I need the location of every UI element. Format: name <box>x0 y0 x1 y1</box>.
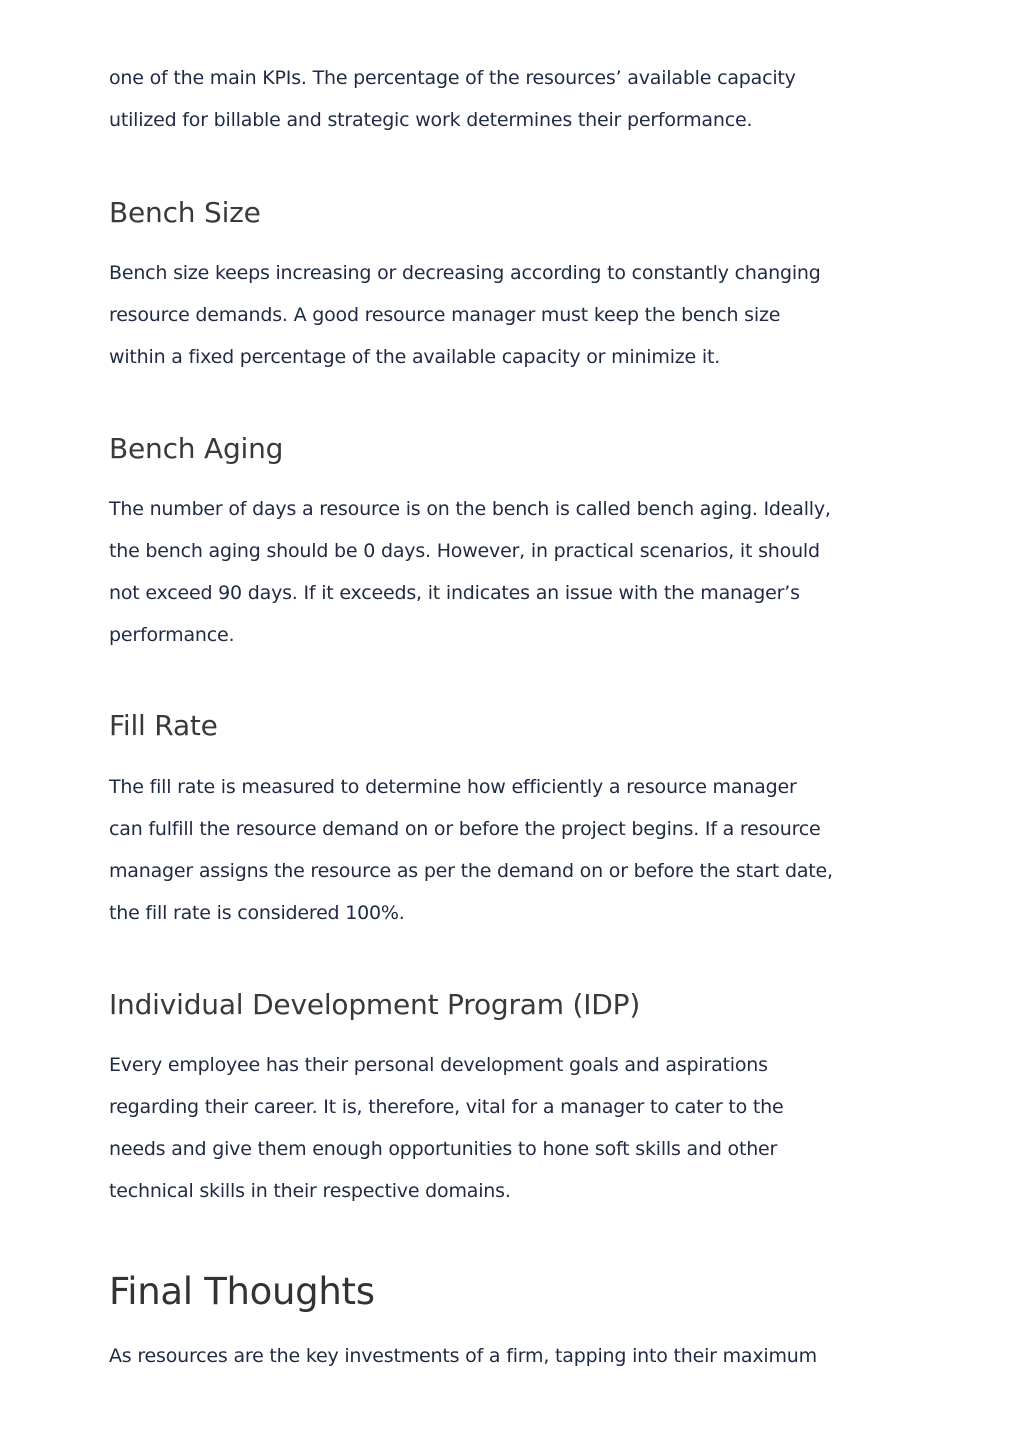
paragraph-line: needs and give them enough opportunities to hone soft skills and other <box>109 1138 778 1160</box>
section-heading-final-thoughts: Final Thoughts <box>109 1270 375 1313</box>
paragraph-final-thoughts <box>109 1335 817 1377</box>
paragraph-fill-rate <box>109 766 833 934</box>
paragraph-line: technical skills in their respective domains. <box>109 1180 511 1202</box>
paragraph-line: Bench size keeps increasing or decreasing according to constantly changing <box>109 262 821 284</box>
section-heading-bench-aging: Bench Aging <box>109 432 284 465</box>
section-heading-idp: Individual Development Program (IDP) <box>109 988 641 1021</box>
paragraph-line: the fill rate is considered 100%. <box>109 902 405 924</box>
paragraph-bench-size <box>109 252 821 378</box>
section-heading-fill-rate: Fill Rate <box>109 709 218 742</box>
paragraph-line: resource demands. A good resource manager must keep the bench size <box>109 304 781 326</box>
paragraph-line: As resources are the key investments of a firm, tapping into their maximum <box>109 1345 817 1367</box>
paragraph-line: within a fixed percentage of the available capacity or minimize it. <box>109 346 721 368</box>
paragraph-line: one of the main KPIs. The percentage of the resources’ available capacity <box>109 67 796 89</box>
paragraph-line: regarding their career. It is, therefore, vital for a manager to cater to the <box>109 1096 784 1118</box>
paragraph-line: manager assigns the resource as per the demand on or before the start date, <box>109 860 833 882</box>
paragraph-line: The fill rate is measured to determine how efficiently a resource manager <box>109 776 797 798</box>
paragraph-line: the bench aging should be 0 days. However, in practical scenarios, it should <box>109 540 820 562</box>
paragraph-bench-aging <box>109 488 831 656</box>
paragraph-line: utilized for billable and strategic work determines their performance. <box>109 109 753 131</box>
paragraph-idp <box>109 1044 783 1212</box>
paragraph-line: can fulfill the resource demand on or before the project begins. If a resource <box>109 818 821 840</box>
paragraph-line: The number of days a resource is on the bench is called bench aging. Ideally, <box>109 498 831 520</box>
paragraph-line: not exceed 90 days. If it exceeds, it indicates an issue with the manager’s <box>109 582 800 604</box>
paragraph-line: performance. <box>109 624 235 646</box>
section-heading-bench-size: Bench Size <box>109 196 261 229</box>
intro-paragraph <box>109 57 796 141</box>
paragraph-line: Every employee has their personal development goals and aspirations <box>109 1054 768 1076</box>
